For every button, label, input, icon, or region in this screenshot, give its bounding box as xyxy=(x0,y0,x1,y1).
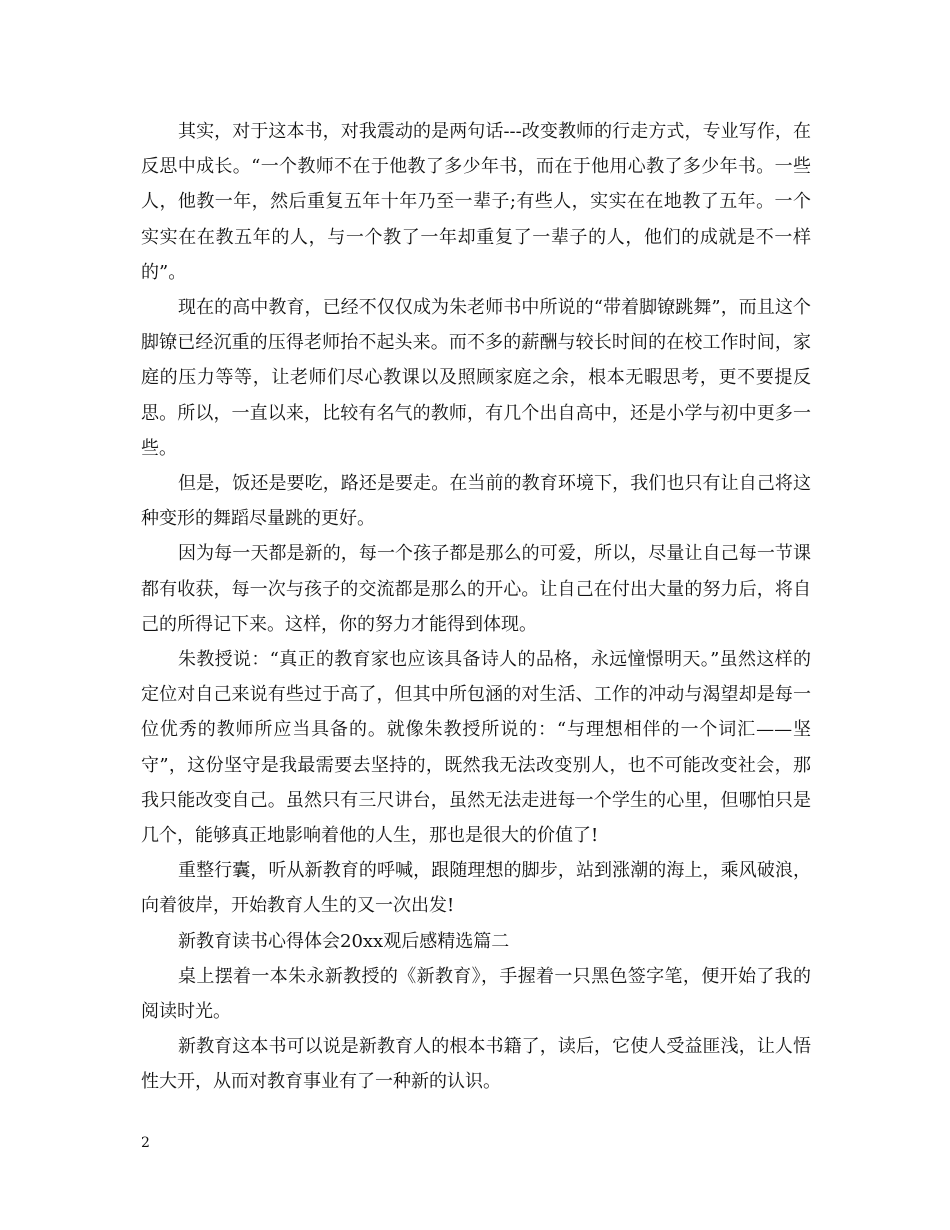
paragraph-2: 现在的高中教育，已经不仅仅成为朱老师书中所说的“带着脚镣跳舞”，而且这个脚镣已经沉重的压得老师抬不起头来。而不多的薪酬与较长时间的在校工作时间，家庭的压力等等，让老师们尽心教课以及照顾家庭之余，根本无暇思考，更不要提反思。所以，一直以来，比较有名气的教师，有几个出自高中，还是小学与初中更多一些。 xyxy=(141,297,811,459)
paragraph-4: 因为每一天都是新的，每一个孩子都是那么的可爱，所以，尽量让自己每一节课都有收获，每一次与孩子的交流都是那么的开心。让自己在付出大量的努力后，将自己的所得记下来。这样，你的努力才能得到体现。 xyxy=(141,543,811,635)
paragraph-8: 新教育这本书可以说是新教育人的根本书籍了，读后，它使人受益匪浅，让人悟性大开，从而对教育事业有了一种新的认识。 xyxy=(141,1036,811,1093)
paragraph-3: 但是，饭还是要吃，路还是要走。在当前的教育环境下，我们也只有让自己将这种变形的舞蹈尽量跳的更好。 xyxy=(141,473,811,530)
paragraph-6: 重整行囊，听从新教育的呼喊，跟随理想的脚步，站到涨潮的海上，乘风破浪，向着彼岸，开始教育人生的又一次出发! xyxy=(141,860,811,917)
section-heading: 新教育读书心得体会20xx观后感精选篇二 xyxy=(178,930,510,952)
page-number: 2 xyxy=(141,1135,150,1151)
document-body xyxy=(141,114,811,1100)
paragraph-7: 桌上摆着一本朱永新教授的《新教育》，手握着一只黑色签字笔，便开始了我的阅读时光。 xyxy=(141,965,811,1023)
paragraph-5: 朱教授说：“真正的教育家也应该具备诗人的品格，永远憧憬明天。”虽然这样的定位对自己来说有些过于高了，但其中所包涵的对生活、工作的冲动与渴望却是每一位优秀的教师所应当具备的。就像朱教授所说的：“与理想相伴的一个词汇——坚守”，这份坚守是我最需要去坚持的，既然我无法改变别人，也不可能改变社会，那我只能改变自己。虽然只有三尺讲台，虽然无法走进每一个学生的心里，但哪怕只是几个，能够真正地影响着他的人生，那也是很大的价值了! xyxy=(141,649,811,847)
paragraph-1: 其实，对于这本书，对我震动的是两句话---改变教师的行走方式，专业写作，在反思中成长。“一个教师不在于他教了多少年书，而在于他用心教了多少年书。一些人，他教一年，然后重复五年十年乃至一辈子;有些人，实实在在地教了五年。一个实实在在教五年的人，与一个教了一年却重复了一辈子的人，他们的成就是不一样的”。 xyxy=(141,121,811,283)
